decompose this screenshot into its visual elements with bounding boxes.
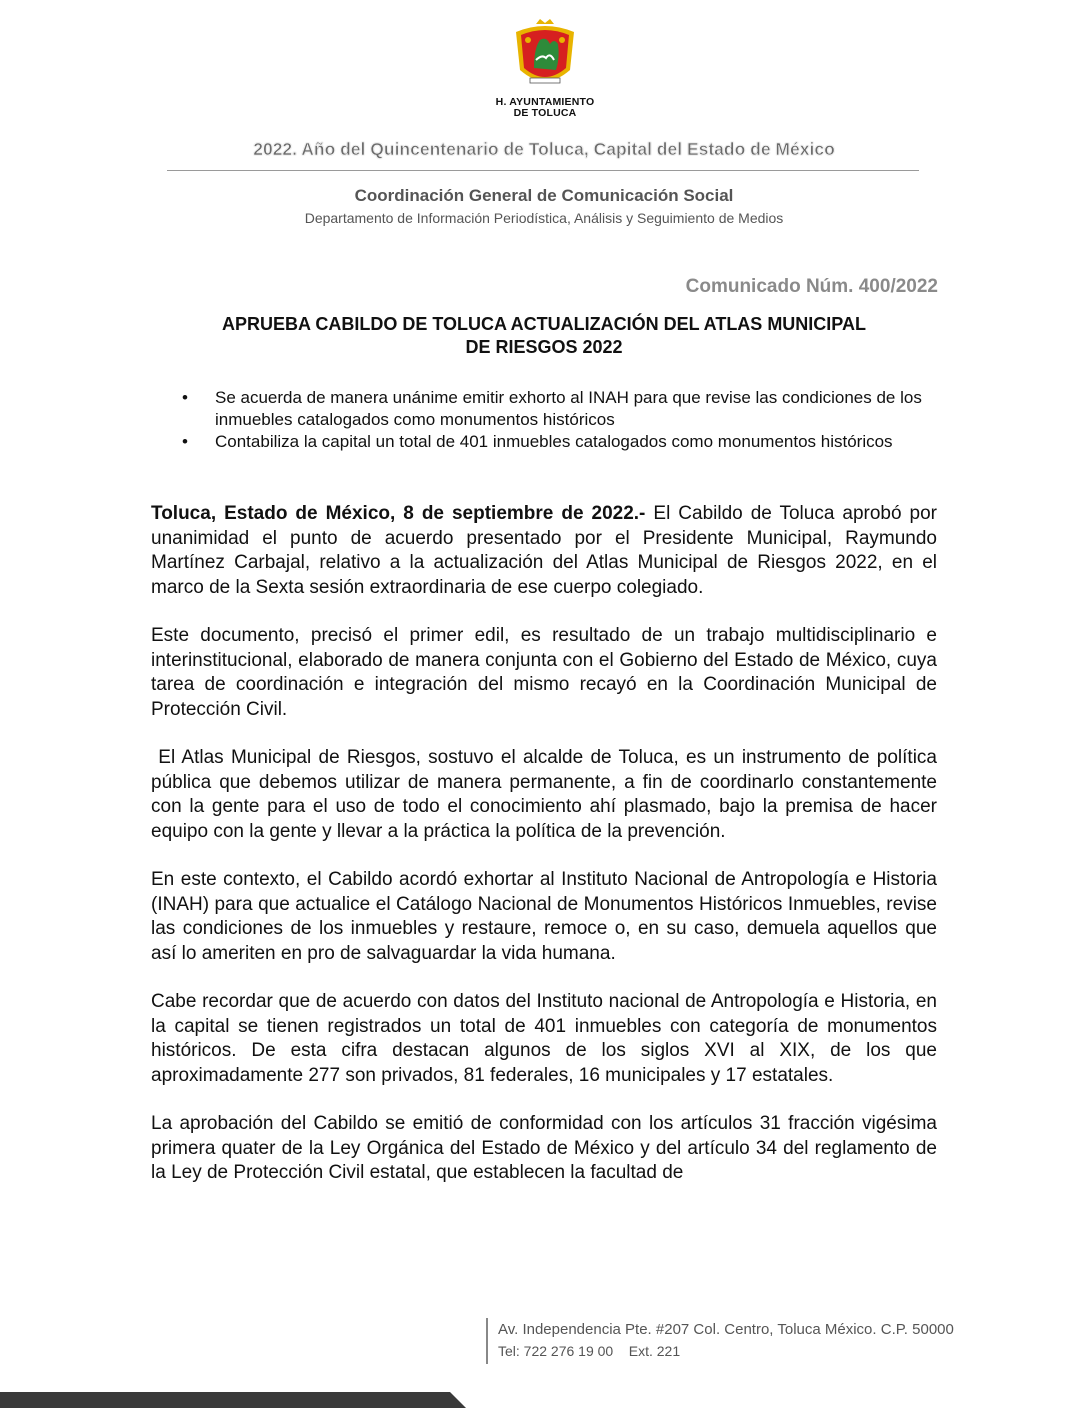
paragraph: En este contexto, el Cabildo acordó exhortar al Instituto Nacional de Antropología e Historia (INAH) para que actualice el Catálogo Nacional de Monumentos Históricos Inmuebles, revise las condiciones de los inmuebles y restaure, remoce o, en su caso, demuela aquellos que así lo ameriten en pro de salvaguardar la vida humana.: [151, 869, 937, 964]
article-body: [151, 502, 943, 1210]
bottom-decorative-bar: [0, 1388, 1088, 1408]
paragraph: El Atlas Municipal de Riesgos, sostuvo el alcalde de Toluca, es un instrumento de política pública que debemos utilizar de manera permanente, a fin de coordinarlo constantemente con la gente para el uso de todo el conocimiento ahí plasmado, bajo la premisa de hacer equipo con la gente y llevar a la práctica la política de la prevención.: [151, 747, 943, 842]
coordination-title: Coordinación General de Comunicación Social: [354, 186, 734, 205]
bullet-dot: •: [182, 432, 188, 451]
logo-caption-line1: H. AYUNTAMIENTO: [495, 96, 595, 108]
summary-bullets: [182, 387, 922, 453]
release-number: Comunicado Núm. 400/2022: [685, 276, 938, 297]
footer-divider: [486, 1318, 488, 1364]
paragraph-text: El Cabildo de Toluca aprobó por unanimidad el punto de acuerdo presentado por el Presidente Municipal, Raymundo Martínez Carbajal, relativo a la actualización del Atlas Municipal de Riesgos 2022, en el marco de la Sexta sesión extraordinaria de ese cuerpo colegiado.: [151, 503, 937, 598]
headline-line1: APRUEBA CABILDO DE TOLUCA ACTUALIZACIÓN DEL ATLAS MUNICIPAL: [222, 314, 866, 334]
paragraph: Cabe recordar que de acuerdo con datos del Instituto nacional de Antropología e Historia, en la capital se tienen registrados un total de 401 inmuebles con categoría de monumentos históricos. De esta cifra destacan algunos de los siglos XVI al XIX, de los que aproximadamente 277 son privados, 81 federales, 16 municipales y 17 estatales.: [151, 991, 937, 1086]
footer-phone: Tel: 722 276 19 00 Ext. 221: [498, 1343, 681, 1359]
year-motto: 2022. Año del Quincentenario de Toluca, Capital del Estado de México: [253, 139, 835, 159]
bullet-item: [182, 431, 922, 453]
logo-caption: [460, 97, 630, 119]
footer-address: Av. Independencia Pte. #207 Col. Centro, Toluca México. C.P. 50000: [498, 1321, 954, 1338]
headline-line2: DE RIESGOS 2022: [465, 337, 623, 357]
header-divider: [167, 170, 919, 171]
department-title: Departamento de Información Periodística, Análisis y Seguimiento de Medios: [304, 210, 784, 226]
bullet-text: Se acuerda de manera unánime emitir exhorto al INAH para que revise las condiciones de los inmuebles catalogados como monumentos históricos: [215, 388, 922, 429]
headline: [150, 313, 938, 359]
paragraph: [151, 502, 937, 600]
logo-caption-line2: DE TOLUCA: [513, 107, 577, 119]
bullet-dot: •: [182, 388, 188, 407]
bullet-item: [182, 387, 922, 431]
toluca-coat-of-arms-logo: [506, 18, 584, 94]
dateline: Toluca, Estado de México, 8 de septiembre de 2022.-: [151, 503, 646, 524]
paragraph: La aprobación del Cabildo se emitió de conformidad con los artículos 31 fracción vigésima primera quater de la Ley Orgánica del Estado de México y del artículo 34 del reglamento de la Ley de Protección Civil estatal, que establecen la facultad de: [151, 1113, 937, 1183]
bullet-text: Contabiliza la capital un total de 401 inmuebles catalogados como monumentos históricos: [215, 432, 893, 451]
paragraph: Este documento, precisó el primer edil, es resultado de un trabajo multidisciplinario e interinstitucional, elaborado de manera conjunta con el Gobierno del Estado de México, cuya tarea de coordinación e integración del mismo recayó en la Coordinación Municipal de Protección Civil.: [151, 625, 937, 720]
